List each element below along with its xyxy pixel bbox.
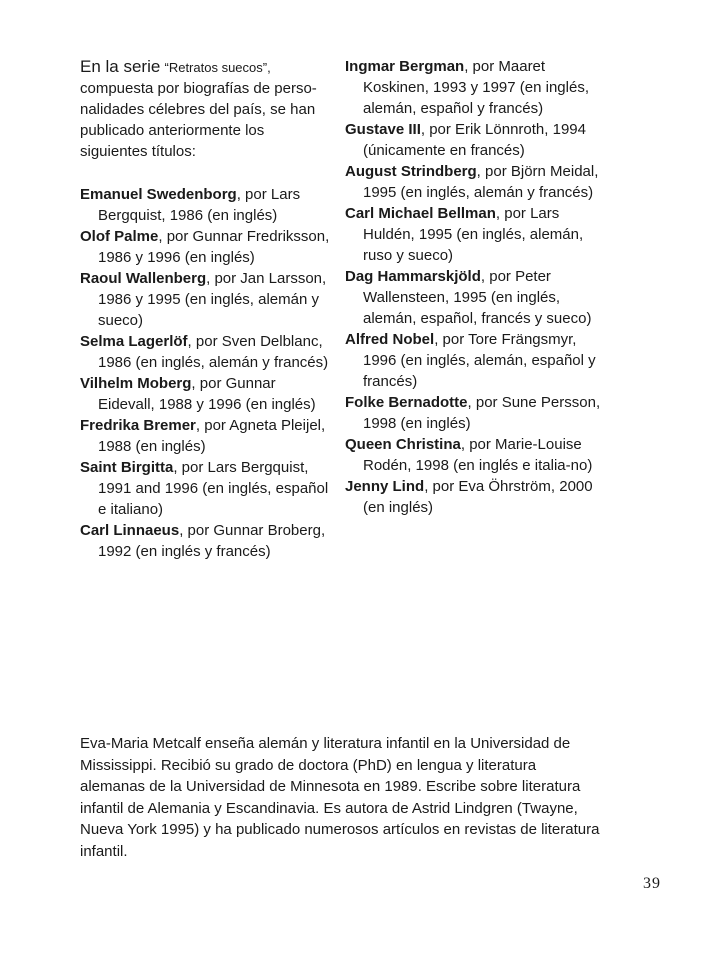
entry-subject: August Strindberg: [345, 163, 477, 180]
entry-subject: Carl Michael Bellman: [345, 205, 496, 222]
entry-subject: Olof Palme: [80, 228, 159, 245]
title-entry: [80, 331, 332, 373]
entry-subject: Folke Bernadotte: [345, 394, 468, 411]
entry-detail: , por Eva Öhrström, 2000 (en inglés): [363, 478, 593, 516]
author-bio: Eva-Maria Metcalf enseña alemán y literatura infantil en la Universidad de Mississippi. Recibió su grado de doctora (PhD) en lengua y literatura alemanas de la Universidad de Minnesota en 1989. Escribe sobre literatura infantil de Alemania y Escandinavia. Es autora de Astrid Lindgren (Twayne, Nueva York 1995) y ha publicado numerosos artículos en revistas de literatura infantil.: [80, 735, 600, 860]
entry-detail: , por Erik Lönnroth, 1994 (únicamente en francés): [363, 121, 586, 159]
entry-detail: , por Peter Wallensteen, 1995 (en inglés, alemán, español, francés y sueco): [363, 268, 592, 327]
entry-detail: , por Lars Bergquist, 1991 and 1996 (en inglés, español e italiano): [98, 459, 329, 518]
title-entry: [80, 268, 332, 331]
entry-detail: , por Lars Bergquist, 1986 (en inglés): [98, 186, 301, 224]
entry-detail: , por Gunnar Broberg, 1992 (en inglés y francés): [98, 522, 326, 560]
title-entry: [345, 203, 607, 266]
title-list-right: [345, 56, 607, 518]
entry-subject: Raoul Wallenberg: [80, 270, 207, 287]
title-entry: [80, 373, 332, 415]
title-list-left: [80, 184, 332, 562]
entry-detail: , por Tore Frängsmyr, 1996 (en inglés, alemán, español y francés): [363, 331, 596, 390]
page-number: 39: [643, 875, 661, 892]
title-entry: [80, 457, 332, 520]
title-entry: [345, 56, 607, 119]
title-entry: [80, 415, 332, 457]
title-entry: [345, 392, 607, 434]
entry-detail: , por Maaret Koskinen, 1993 y 1997 (en inglés, alemán, español y francés): [363, 58, 589, 117]
intro-rest: compuesta por biografías de perso-nalidades célebres del país, se han publicado anteriormente los siguientes títulos:: [80, 80, 317, 160]
series-title: “Retratos suecos”,: [164, 60, 271, 75]
entry-subject: Carl Linnaeus: [80, 522, 180, 539]
entry-detail: , por Agneta Pleijel, 1988 (en inglés): [98, 417, 326, 455]
entry-subject: Vilhelm Moberg: [80, 375, 192, 392]
entry-detail: , por Lars Huldén, 1995 (en inglés, alemán, ruso y sueco): [363, 205, 584, 264]
entry-subject: Selma Lagerlöf: [80, 333, 188, 350]
title-entry: [345, 161, 607, 203]
entry-subject: Alfred Nobel: [345, 331, 435, 348]
entry-subject: Dag Hammarskjöld: [345, 268, 481, 285]
title-entry: [345, 434, 607, 476]
entry-subject: Saint Birgitta: [80, 459, 174, 476]
title-entry: [80, 184, 332, 226]
entry-subject: Fredrika Bremer: [80, 417, 196, 434]
entry-detail: , por Björn Meidal, 1995 (en inglés, alemán y francés): [363, 163, 599, 201]
left-column: [80, 56, 332, 562]
series-intro: [80, 56, 332, 162]
right-column: [345, 56, 607, 518]
entry-subject: Jenny Lind: [345, 478, 425, 495]
title-entry: [345, 329, 607, 392]
entry-subject: Gustave III: [345, 121, 421, 138]
entry-detail: , por Sven Delblanc, 1986 (en inglés, alemán y francés): [98, 333, 329, 371]
entry-detail: , por Gunnar Fredriksson, 1986 y 1996 (en inglés): [98, 228, 330, 266]
entry-subject: Emanuel Swedenborg: [80, 186, 237, 203]
entry-detail: , por Jan Larsson, 1986 y 1995 (en inglés, alemán y sueco): [98, 270, 327, 329]
entry-detail: , por Sune Persson, 1998 (en inglés): [363, 394, 601, 432]
title-entry: [80, 226, 332, 268]
entry-detail: , por Marie-Louise Rodén, 1998 (en inglés e italia-no): [363, 436, 593, 474]
title-entry: [345, 476, 607, 518]
title-entry: [345, 266, 607, 329]
entry-detail: , por Gunnar Eidevall, 1988 y 1996 (en inglés): [98, 375, 316, 413]
entry-subject: Queen Christina: [345, 436, 461, 453]
intro-lead: En la serie: [80, 57, 161, 76]
title-entry: [80, 520, 332, 562]
title-entry: [345, 119, 607, 161]
entry-subject: Ingmar Bergman: [345, 58, 465, 75]
